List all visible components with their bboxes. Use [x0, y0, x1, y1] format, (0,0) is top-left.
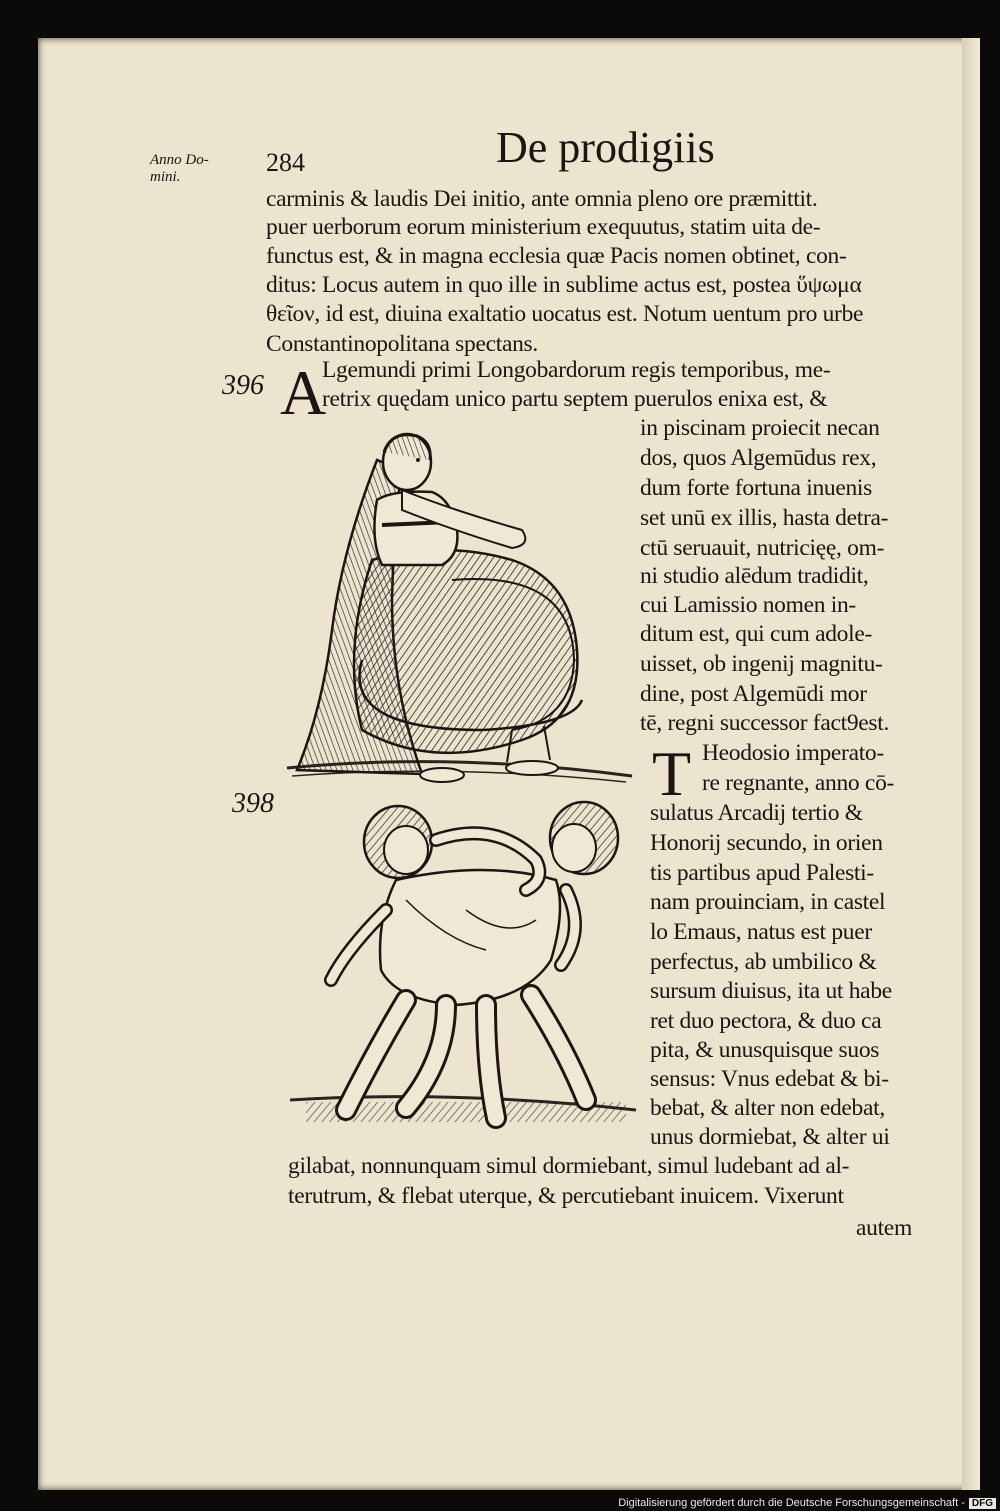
text-line: functus est, & in magna ecclesia quæ Pacis nomen obtinet, con- — [266, 243, 847, 269]
catchword: autem — [856, 1215, 912, 1241]
drop-cap-a: A — [280, 357, 327, 428]
text-line: Constantinopolitana spectans. — [266, 331, 538, 357]
entry-number-396: 396 — [222, 370, 264, 401]
drop-cap-t: T — [652, 738, 692, 809]
text-line: re regnante, anno cō- — [702, 770, 895, 796]
dfg-logo: DFG — [969, 1498, 996, 1509]
text-line: Lgemundi primi Longobardorum regis temporibus, me- — [322, 357, 831, 383]
text-line: unus dormiebat, & alter ui — [650, 1124, 890, 1150]
margin-note-line2: mini. — [150, 169, 181, 185]
text-line: lo Emaus, natus est puer — [650, 919, 872, 945]
text-line: ni studio alēdum tradidit, — [640, 563, 869, 589]
text-line: in piscinam proiecit necan — [640, 415, 880, 441]
text-line: tis partibus apud Palesti- — [650, 860, 874, 886]
text-line: gilabat, nonnunquam simul dormiebant, simul ludebant ad al- — [288, 1153, 850, 1179]
text-line: terutrum, & flebat uterque, & percutiebant inuicem. Vixerunt — [288, 1183, 844, 1209]
text-line: sursum diuisus, ita ut habe — [650, 978, 892, 1004]
text-line: carminis & laudis Dei initio, ante omnia pleno ore præmittit. — [266, 186, 818, 212]
text-line: retrix quędam unico partu septem puerulos enixa est, & — [322, 386, 828, 412]
text-line: perfectus, ab umbilico & — [650, 949, 877, 975]
text-line: dine, post Algemūdi mor — [640, 681, 867, 707]
margin-note-line1: Anno Do- — [150, 152, 209, 168]
text-line: cui Lamissio nomen in- — [640, 592, 856, 618]
text-line: tē, regni successor fact9est. — [640, 710, 890, 736]
woodcut-woman-illustration — [282, 430, 638, 792]
credit-text: Digitalisierung gefördert durch die Deutsche Forschungsgemeinschaft - — [618, 1497, 965, 1509]
running-title: De prodigiis — [496, 123, 715, 172]
text-line: set unū ex illis, hasta detra- — [640, 505, 889, 531]
text-line: dum forte fortuna inuenis — [640, 475, 873, 501]
text-line: nam prouinciam, in castel — [650, 889, 886, 915]
text-line: sensus: Vnus edebat & bi- — [650, 1066, 889, 1092]
text-line: ctū seruauit, nutricięę, om- — [640, 535, 885, 561]
text-line: bebat, & alter non edebat, — [650, 1095, 885, 1121]
entry-number-398: 398 — [232, 788, 274, 819]
page-number: 284 — [266, 148, 305, 177]
woodcut-twins-illustration — [286, 800, 642, 1140]
text-line: Heodosio imperato- — [702, 740, 884, 766]
text-line: ditum est, qui cum adole- — [640, 621, 873, 647]
text-line: θεῖον, id est, diuina exaltatio uocatus est. Notum uentum pro urbe — [266, 301, 864, 327]
margin-note — [150, 152, 209, 186]
page-edge — [962, 38, 980, 1490]
text-line: ditus: Locus autem in quo ille in sublime actus est, postea ὕψωμα — [266, 272, 862, 298]
text-line: Honorij secundo, in orien — [650, 830, 883, 856]
text-line: dos, quos Algemūdus rex, — [640, 445, 877, 471]
digitization-credit — [618, 1497, 996, 1509]
text-line: uisset, ob ingenij magnitu- — [640, 651, 883, 677]
text-line: sulatus Arcadij tertio & — [650, 800, 863, 826]
text-line: ret duo pectora, & duo ca — [650, 1008, 882, 1034]
text-line: pita, & unusquisque suos — [650, 1037, 880, 1063]
text-line: puer uerborum eorum ministerium exequutus, statim uita de- — [266, 214, 821, 240]
